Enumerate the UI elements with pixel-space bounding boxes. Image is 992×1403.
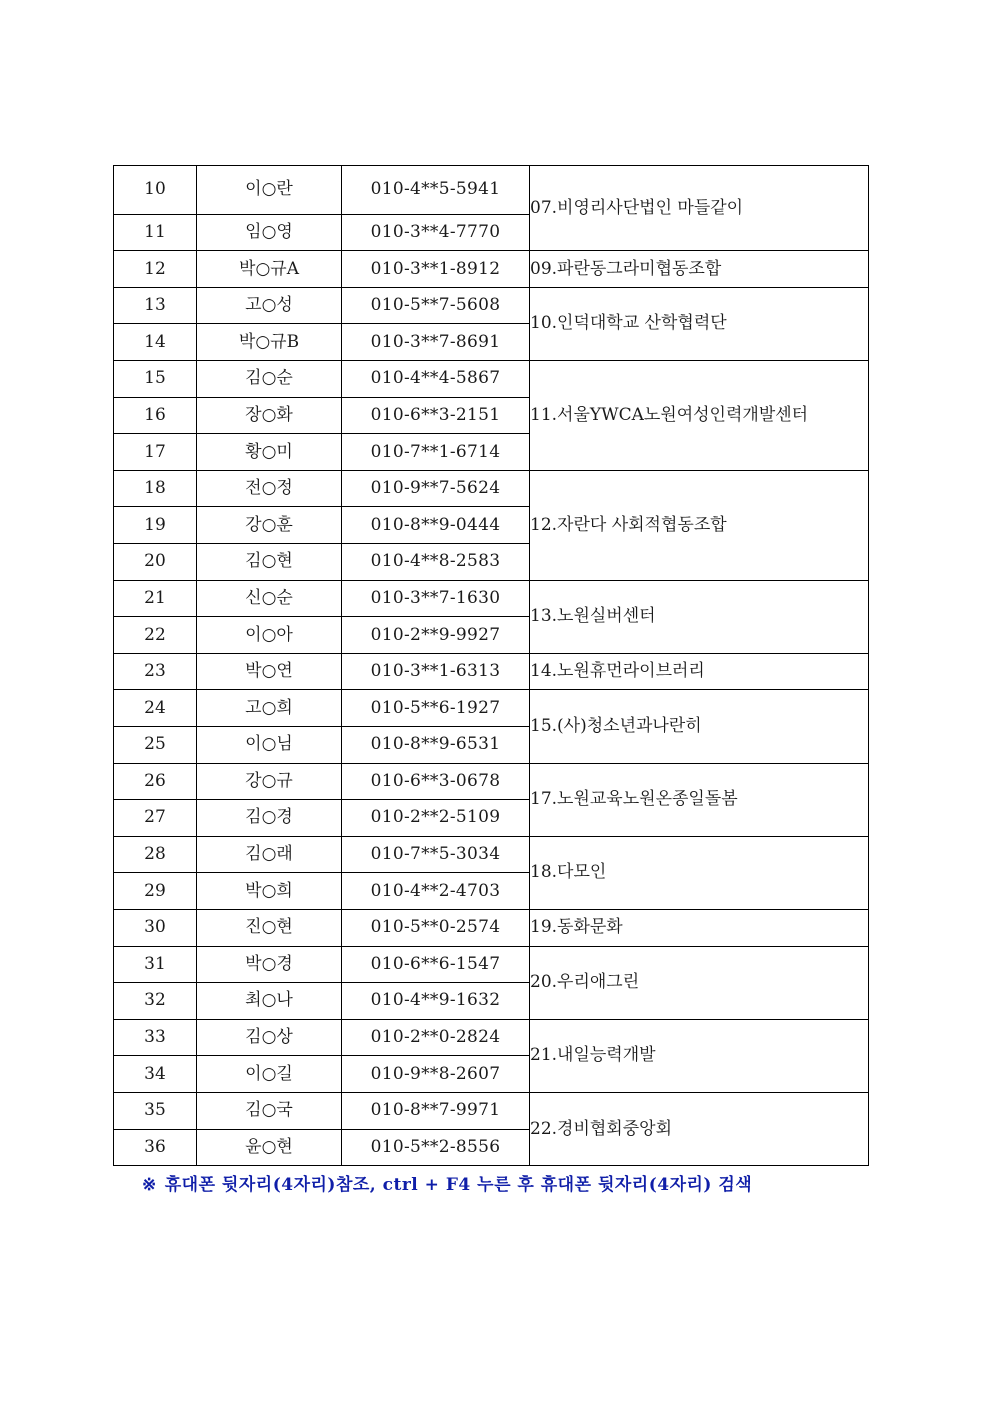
phone-number: 010-5**6-1927 — [342, 690, 530, 727]
phone-number: 010-3**4-7770 — [342, 214, 530, 251]
row-number: 12 — [114, 251, 197, 288]
phone-number: 010-6**6-1547 — [342, 946, 530, 983]
search-instruction-text: 휴대폰 뒷자리(4자리)참조, ctrl + F4 누른 후 휴대폰 뒷자리(4자리) 검색 — [164, 1175, 753, 1195]
participant-name: 박○규B — [197, 324, 342, 361]
participant-name: 김○국 — [197, 1092, 342, 1129]
row-number: 15 — [114, 361, 197, 398]
phone-number: 010-3**7-8691 — [342, 324, 530, 361]
row-number: 29 — [114, 873, 197, 910]
row-number: 34 — [114, 1056, 197, 1093]
phone-number: 010-4**9-1632 — [342, 983, 530, 1020]
row-number: 35 — [114, 1092, 197, 1129]
row-number: 26 — [114, 763, 197, 800]
participant-name: 박○규A — [197, 251, 342, 288]
table-row — [114, 836, 869, 873]
phone-number: 010-6**3-0678 — [342, 763, 530, 800]
phone-number: 010-4**2-4703 — [342, 873, 530, 910]
participant-name: 최○나 — [197, 983, 342, 1020]
organization-cell: 10.인덕대학교 산학협력단 — [530, 287, 869, 360]
organization-cell: 20.우리애그린 — [530, 946, 869, 1019]
organization-cell: 07.비영리사단법인 마들같이 — [530, 166, 869, 251]
row-number: 32 — [114, 983, 197, 1020]
phone-number: 010-3**7-1630 — [342, 580, 530, 617]
row-number: 30 — [114, 909, 197, 946]
participant-name: 임○영 — [197, 214, 342, 251]
row-number: 16 — [114, 397, 197, 434]
participant-name: 박○연 — [197, 653, 342, 690]
table-row — [114, 470, 869, 507]
phone-number: 010-2**9-9927 — [342, 617, 530, 654]
phone-number: 010-9**8-2607 — [342, 1056, 530, 1093]
organization-cell: 18.다모인 — [530, 836, 869, 909]
row-number: 27 — [114, 800, 197, 837]
phone-number: 010-3**1-8912 — [342, 251, 530, 288]
organization-cell: 11.서울YWCA노원여성인력개발센터 — [530, 361, 869, 471]
row-number: 11 — [114, 214, 197, 251]
phone-number: 010-7**1-6714 — [342, 434, 530, 471]
participant-name: 장○화 — [197, 397, 342, 434]
phone-number: 010-5**0-2574 — [342, 909, 530, 946]
participant-name: 김○현 — [197, 544, 342, 581]
participant-name: 이○길 — [197, 1056, 342, 1093]
table-row — [114, 946, 869, 983]
reference-mark-icon: ※ — [142, 1175, 157, 1195]
participant-name: 김○경 — [197, 800, 342, 837]
phone-number: 010-3**1-6313 — [342, 653, 530, 690]
organization-cell: 22.경비협회중앙회 — [530, 1092, 869, 1165]
phone-number: 010-7**5-3034 — [342, 836, 530, 873]
organization-cell: 21.내일능력개발 — [530, 1019, 869, 1092]
row-number: 21 — [114, 580, 197, 617]
organization-cell: 14.노원휴먼라이브러리 — [530, 653, 869, 690]
table-row — [114, 1092, 869, 1129]
row-number: 23 — [114, 653, 197, 690]
participant-name: 고○성 — [197, 287, 342, 324]
phone-number: 010-8**7-9971 — [342, 1092, 530, 1129]
row-number: 20 — [114, 544, 197, 581]
row-number: 28 — [114, 836, 197, 873]
table-row — [114, 287, 869, 324]
row-number: 33 — [114, 1019, 197, 1056]
participant-name: 윤○현 — [197, 1129, 342, 1166]
phone-number: 010-4**8-2583 — [342, 544, 530, 581]
phone-number: 010-5**7-5608 — [342, 287, 530, 324]
phone-number: 010-2**2-5109 — [342, 800, 530, 837]
organization-cell: 15.(사)청소년과나란히 — [530, 690, 869, 763]
participant-name: 강○훈 — [197, 507, 342, 544]
row-number: 36 — [114, 1129, 197, 1166]
phone-number: 010-8**9-6531 — [342, 727, 530, 764]
row-number: 14 — [114, 324, 197, 361]
participant-name: 황○미 — [197, 434, 342, 471]
participant-name: 진○현 — [197, 909, 342, 946]
table-row — [114, 166, 869, 215]
table-row — [114, 580, 869, 617]
phone-number: 010-4**4-5867 — [342, 361, 530, 398]
row-number: 10 — [114, 166, 197, 215]
phone-number: 010-9**7-5624 — [342, 470, 530, 507]
row-number: 18 — [114, 470, 197, 507]
row-number: 31 — [114, 946, 197, 983]
table-row — [114, 251, 869, 288]
phone-number: 010-5**2-8556 — [342, 1129, 530, 1166]
participant-name: 김○순 — [197, 361, 342, 398]
phone-number: 010-2**0-2824 — [342, 1019, 530, 1056]
organization-cell: 12.자란다 사회적협동조합 — [530, 470, 869, 580]
participant-name: 강○규 — [197, 763, 342, 800]
phone-number: 010-6**3-2151 — [342, 397, 530, 434]
participant-name: 이○님 — [197, 727, 342, 764]
table-row — [114, 690, 869, 727]
table-row — [114, 653, 869, 690]
participant-name: 김○래 — [197, 836, 342, 873]
phone-number: 010-8**9-0444 — [342, 507, 530, 544]
row-number: 17 — [114, 434, 197, 471]
participant-name: 박○경 — [197, 946, 342, 983]
table-row — [114, 763, 869, 800]
participant-name: 전○정 — [197, 470, 342, 507]
table-row — [114, 361, 869, 398]
organization-cell: 19.동화문화 — [530, 909, 869, 946]
organization-cell: 09.파란동그라미협동조합 — [530, 251, 869, 288]
organization-cell: 13.노원실버센터 — [530, 580, 869, 653]
participant-name: 이○란 — [197, 166, 342, 215]
table-row — [114, 909, 869, 946]
participant-name: 이○아 — [197, 617, 342, 654]
row-number: 25 — [114, 727, 197, 764]
participant-name: 고○희 — [197, 690, 342, 727]
table-row — [114, 1019, 869, 1056]
row-number: 22 — [114, 617, 197, 654]
phone-number: 010-4**5-5941 — [342, 166, 530, 215]
participant-roster-table — [113, 165, 869, 1166]
row-number: 19 — [114, 507, 197, 544]
row-number: 24 — [114, 690, 197, 727]
participant-name: 김○상 — [197, 1019, 342, 1056]
row-number: 13 — [114, 287, 197, 324]
participant-name: 박○희 — [197, 873, 342, 910]
organization-cell: 17.노원교육노원온종일돌봄 — [530, 763, 869, 836]
participant-name: 신○순 — [197, 580, 342, 617]
search-instruction-note — [142, 1174, 752, 1196]
